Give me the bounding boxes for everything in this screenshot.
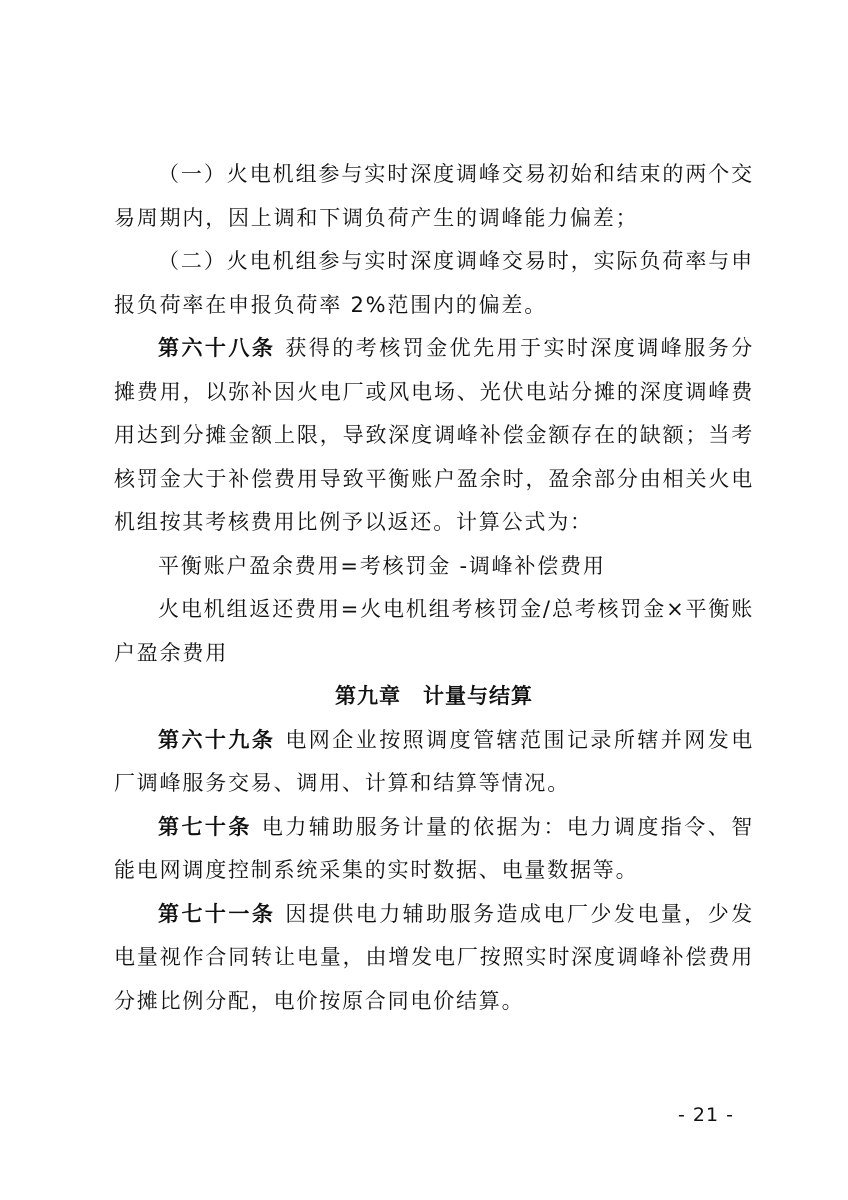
chapter-number: 第九章 [335, 684, 401, 708]
paragraph-text: （一）火电机组参与实时深度调峰交易初始和结束的两个交易周期内，因上调和下调负荷产生的调峰能力偏差； [114, 162, 754, 230]
formula-text: 火电机组返还费用=火电机组考核罚金/总考核罚金×平衡账户盈余费用 [114, 597, 754, 665]
formula-text: 平衡账户盈余费用=考核罚金 -调峰补偿费用 [158, 553, 606, 578]
article-text: 电网企业按照调度管辖范围记录所辖并网发电厂调峰服务交易、调用、计算和结算等情况。 [114, 727, 755, 795]
article-text: 获得的考核罚金优先用于实时深度调峰服务分摊费用，以弥补因火电厂或风电场、光伏电站分摊的深度调峰费用达到分摊金额上限，导致深度调峰补偿金额存在的缺额；当考核罚金大于补偿费用导致平衡账户盈余时，盈余部分由相关火电机组按其考核费用比例予以返还。计算公式为： [114, 336, 755, 534]
paragraph-text: （二）火电机组参与实时深度调峰交易时，实际负荷率与申报负荷率在申报负荷率 2%范围内的偏差。 [114, 249, 754, 317]
article-68 [114, 327, 754, 545]
article-text: 因提供电力辅助服务造成电厂少发电量，少发电量视作合同转让电量，由增发电厂按照实时深度调峰补偿费用分摊比例分配，电价按原合同电价结算。 [114, 901, 755, 1013]
article-label: 第七十一条 [158, 901, 276, 926]
article-71 [114, 893, 754, 1024]
article-label: 第六十八条 [158, 336, 276, 360]
paragraph-item-2 [114, 240, 754, 327]
formula-unit-refund [114, 588, 754, 675]
formula-balance-surplus [114, 545, 754, 589]
chapter-heading [114, 675, 754, 719]
article-69 [114, 719, 754, 806]
chapter-title: 计量与结算 [423, 684, 533, 708]
paragraph-item-1 [114, 153, 754, 240]
page-number: - 21 - [678, 1104, 734, 1126]
article-label: 第七十条 [158, 814, 252, 839]
document-body [114, 153, 754, 1023]
article-label: 第六十九条 [158, 727, 276, 752]
article-text: 电力辅助服务计量的依据为：电力调度指令、智能电网调度控制系统采集的实时数据、电量数据等。 [114, 814, 754, 882]
article-70 [114, 806, 754, 893]
